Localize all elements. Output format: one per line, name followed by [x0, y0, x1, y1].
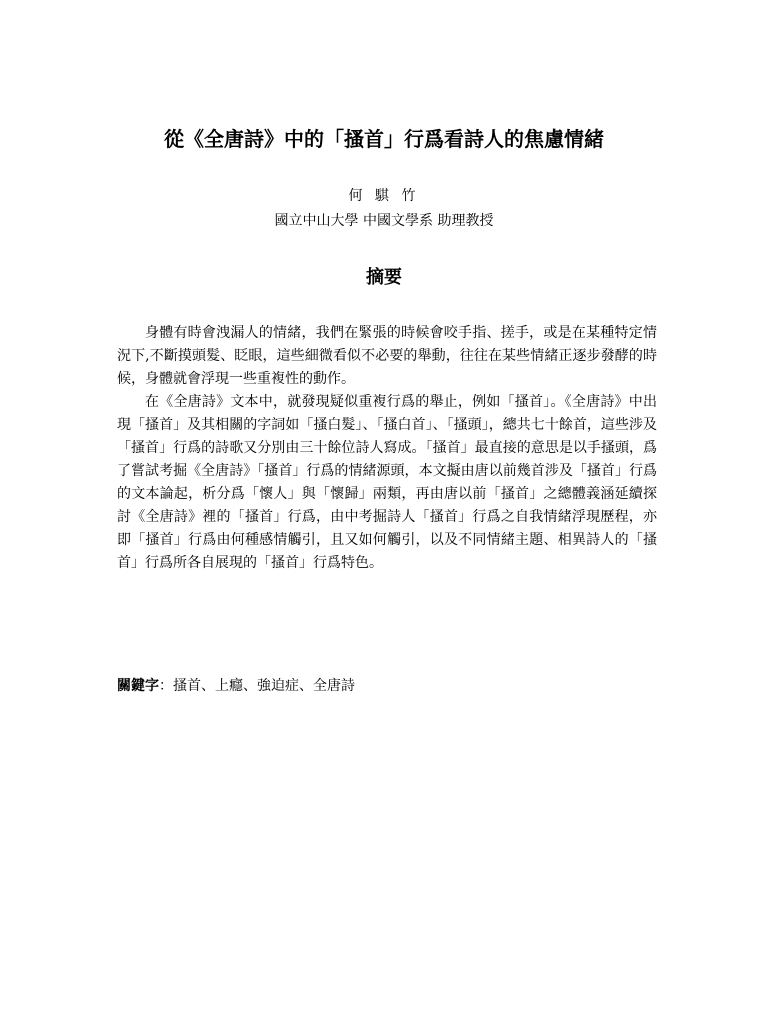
keywords-separator: ： — [159, 678, 173, 694]
abstract-heading: 摘要 — [366, 267, 402, 288]
abstract-body — [117, 322, 657, 575]
paper-title: 從《全唐詩》中的「搔首」行爲看詩人的焦慮情緒 — [164, 127, 604, 151]
author-affiliation: 國立中山大學 中國文學系 助理教授 — [274, 213, 494, 229]
keywords-text: 搔首、上癮、強迫症、全唐詩 — [173, 678, 355, 694]
abstract-paragraph: 身體有時會洩漏人的情緒，我們在緊張的時候會咬手指、搓手，或是在某種特定情況下,不斷摸頭髮、眨眼，這些細微看似不必要的舉動，往往在某些情緒正逐步發酵的時候，身體就會浮現一些重複性的動作。 — [117, 325, 657, 387]
abstract-paragraph: 在《全唐詩》文本中，就發現疑似重複行爲的舉止，例如「搔首」。《全唐詩》中出現「搔首」及其相關的字詞如「搔白髮」、「搔白首」、「搔頭」，總共七十餘首，這些涉及「搔首」行爲的詩歌又分別由三十餘位詩人寫成。「搔首」最直接的意思是以手搔頭，爲了嘗試考掘《全唐詩》「搔首」行爲的情緒源頭，本文擬由唐以前幾首涉及「搔首」行爲的文本論起，析分爲「懷人」與「懷歸」兩類，再由唐以前「搔首」之總體義涵延續探討《全唐詩》裡的「搔首」行爲，由中考掘詩人「搔首」行爲之自我情緒浮現歷程，亦即「搔首」行爲由何種感情觸引，且又如何觸引，以及不同情緒主題、相異詩人的「搔首」行爲所各自展現的「搔首」行爲特色。 — [117, 394, 657, 571]
author-name: 何 騏 竹 — [348, 188, 420, 204]
keywords-line — [117, 675, 657, 697]
keywords-label: 關鍵字 — [117, 678, 159, 694]
